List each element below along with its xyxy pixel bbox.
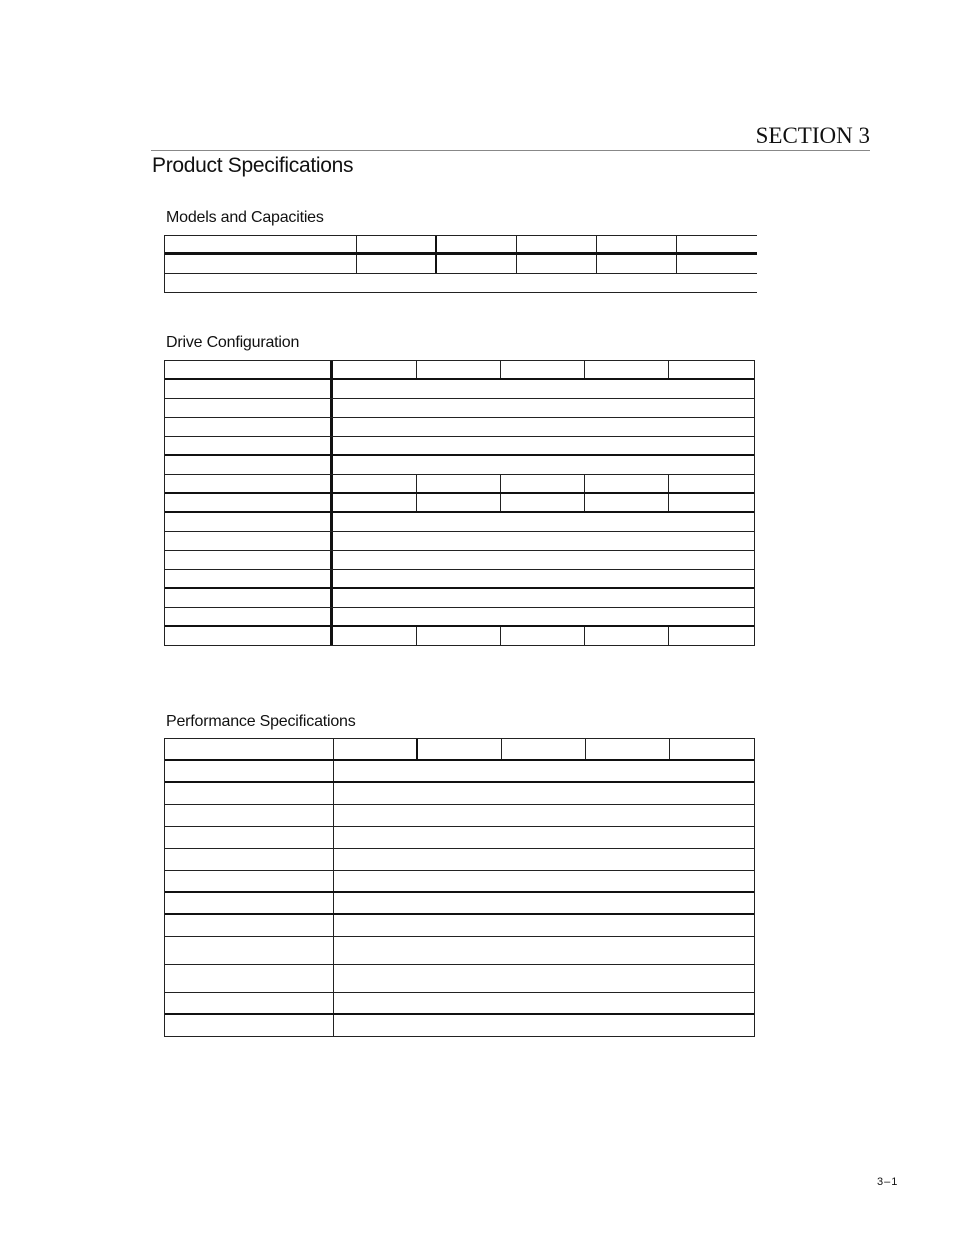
table-row <box>165 937 754 965</box>
table-cell <box>418 739 502 759</box>
table-row <box>165 627 754 646</box>
table-cell <box>586 739 670 759</box>
table-cell <box>165 965 334 992</box>
table-cell <box>417 627 501 645</box>
table-cell <box>597 236 677 252</box>
table-cell <box>334 1015 754 1036</box>
table-cell <box>417 361 501 378</box>
table-cell <box>165 827 334 848</box>
section-label: SECTION 3 <box>755 123 870 148</box>
table-cell <box>165 608 333 625</box>
table-cell <box>333 361 417 378</box>
table-row <box>165 437 754 456</box>
table-cell <box>517 255 597 273</box>
table-cell <box>585 627 669 645</box>
table-cell <box>669 361 754 378</box>
table-row <box>165 361 754 380</box>
table-cell <box>334 893 754 913</box>
table-row <box>165 965 754 993</box>
table-cell <box>165 551 333 569</box>
table-cell <box>502 739 586 759</box>
table-cell <box>334 915 754 936</box>
table-cell <box>334 739 418 759</box>
table-cell <box>334 805 754 826</box>
table-row <box>165 418 754 437</box>
table-cell <box>585 475 669 492</box>
table-cell <box>333 380 754 398</box>
table-cell <box>165 589 333 607</box>
table-cell <box>333 418 754 436</box>
table-cell <box>501 494 585 511</box>
table-cell <box>165 761 334 781</box>
table-cell <box>165 418 333 436</box>
table-cell <box>334 849 754 870</box>
table-cell <box>165 456 333 474</box>
table-cell <box>357 236 437 252</box>
table-cell <box>165 739 334 759</box>
table-cell <box>501 627 585 645</box>
table-cell <box>670 739 754 759</box>
table-cell <box>357 255 437 273</box>
table-cell <box>333 456 754 474</box>
table-cell <box>585 494 669 511</box>
table-row <box>165 739 754 761</box>
drive-table-heading: Drive Configuration <box>166 334 300 351</box>
table-cell <box>334 827 754 848</box>
models-table-heading: Models and Capacities <box>166 209 324 226</box>
table-row <box>165 761 754 783</box>
table-cell <box>165 993 334 1013</box>
table-cell <box>165 570 333 587</box>
table-cell <box>437 255 517 273</box>
table-cell <box>165 494 333 511</box>
table-cell <box>501 475 585 492</box>
table-cell <box>165 236 357 252</box>
table-row <box>165 494 754 513</box>
table-cell <box>165 805 334 826</box>
table-cell <box>669 475 754 492</box>
drive-configuration-table <box>164 360 755 646</box>
page-title: Product Specifications <box>152 154 354 177</box>
table-cell <box>677 236 757 252</box>
table-cell <box>333 627 417 645</box>
table-cell <box>165 532 333 550</box>
table-cell <box>165 361 333 378</box>
table-row <box>165 399 754 418</box>
table-cell <box>165 274 757 292</box>
table-row <box>165 608 754 627</box>
table-cell <box>165 380 333 398</box>
table-cell <box>334 871 754 891</box>
performance-specifications-table <box>164 738 755 1037</box>
table-cell <box>165 893 334 913</box>
table-row <box>165 849 754 871</box>
table-cell <box>333 494 417 511</box>
table-row <box>165 513 754 532</box>
table-cell <box>669 494 754 511</box>
table-cell <box>333 513 754 531</box>
table-cell <box>597 255 677 273</box>
table-cell <box>669 627 754 645</box>
table-row <box>165 915 754 937</box>
table-row <box>165 475 754 494</box>
table-cell <box>333 551 754 569</box>
table-cell <box>334 937 754 964</box>
table-cell <box>165 437 333 454</box>
table-row <box>165 532 754 551</box>
table-cell <box>165 783 334 804</box>
table-cell <box>417 494 501 511</box>
table-row <box>165 805 754 827</box>
table-cell <box>165 849 334 870</box>
table-row <box>165 551 754 570</box>
table-row <box>165 827 754 849</box>
table-row <box>165 570 754 589</box>
table-cell <box>677 255 757 273</box>
table-cell <box>501 361 585 378</box>
table-cell <box>333 399 754 417</box>
table-row <box>165 893 754 915</box>
table-cell <box>334 993 754 1013</box>
table-cell <box>333 532 754 550</box>
table-cell <box>437 236 517 252</box>
table-cell <box>165 915 334 936</box>
table-cell <box>333 437 754 454</box>
table-row <box>165 235 757 255</box>
table-cell <box>165 255 357 273</box>
table-cell <box>165 627 333 645</box>
table-cell <box>333 589 754 607</box>
table-cell <box>417 475 501 492</box>
table-cell <box>334 965 754 992</box>
table-cell <box>165 399 333 417</box>
table-cell <box>165 513 333 531</box>
table-cell <box>585 361 669 378</box>
table-cell <box>165 475 333 492</box>
table-row <box>165 783 754 805</box>
table-row <box>165 380 754 399</box>
table-cell <box>334 783 754 804</box>
performance-table-heading: Performance Specifications <box>166 713 356 730</box>
table-cell <box>165 1015 334 1036</box>
table-cell <box>333 570 754 587</box>
table-cell <box>165 937 334 964</box>
table-cell <box>334 761 754 781</box>
models-table <box>164 235 757 293</box>
table-row <box>165 871 754 893</box>
table-row <box>165 993 754 1015</box>
page-number: 3–1 <box>877 1176 899 1188</box>
section-rule <box>151 150 870 151</box>
table-cell <box>333 475 417 492</box>
table-cell <box>517 236 597 252</box>
table-row <box>165 1015 754 1037</box>
table-row <box>165 274 757 293</box>
table-row <box>165 589 754 608</box>
table-cell <box>165 871 334 891</box>
table-row <box>165 255 757 274</box>
table-cell <box>333 608 754 625</box>
table-row <box>165 456 754 475</box>
